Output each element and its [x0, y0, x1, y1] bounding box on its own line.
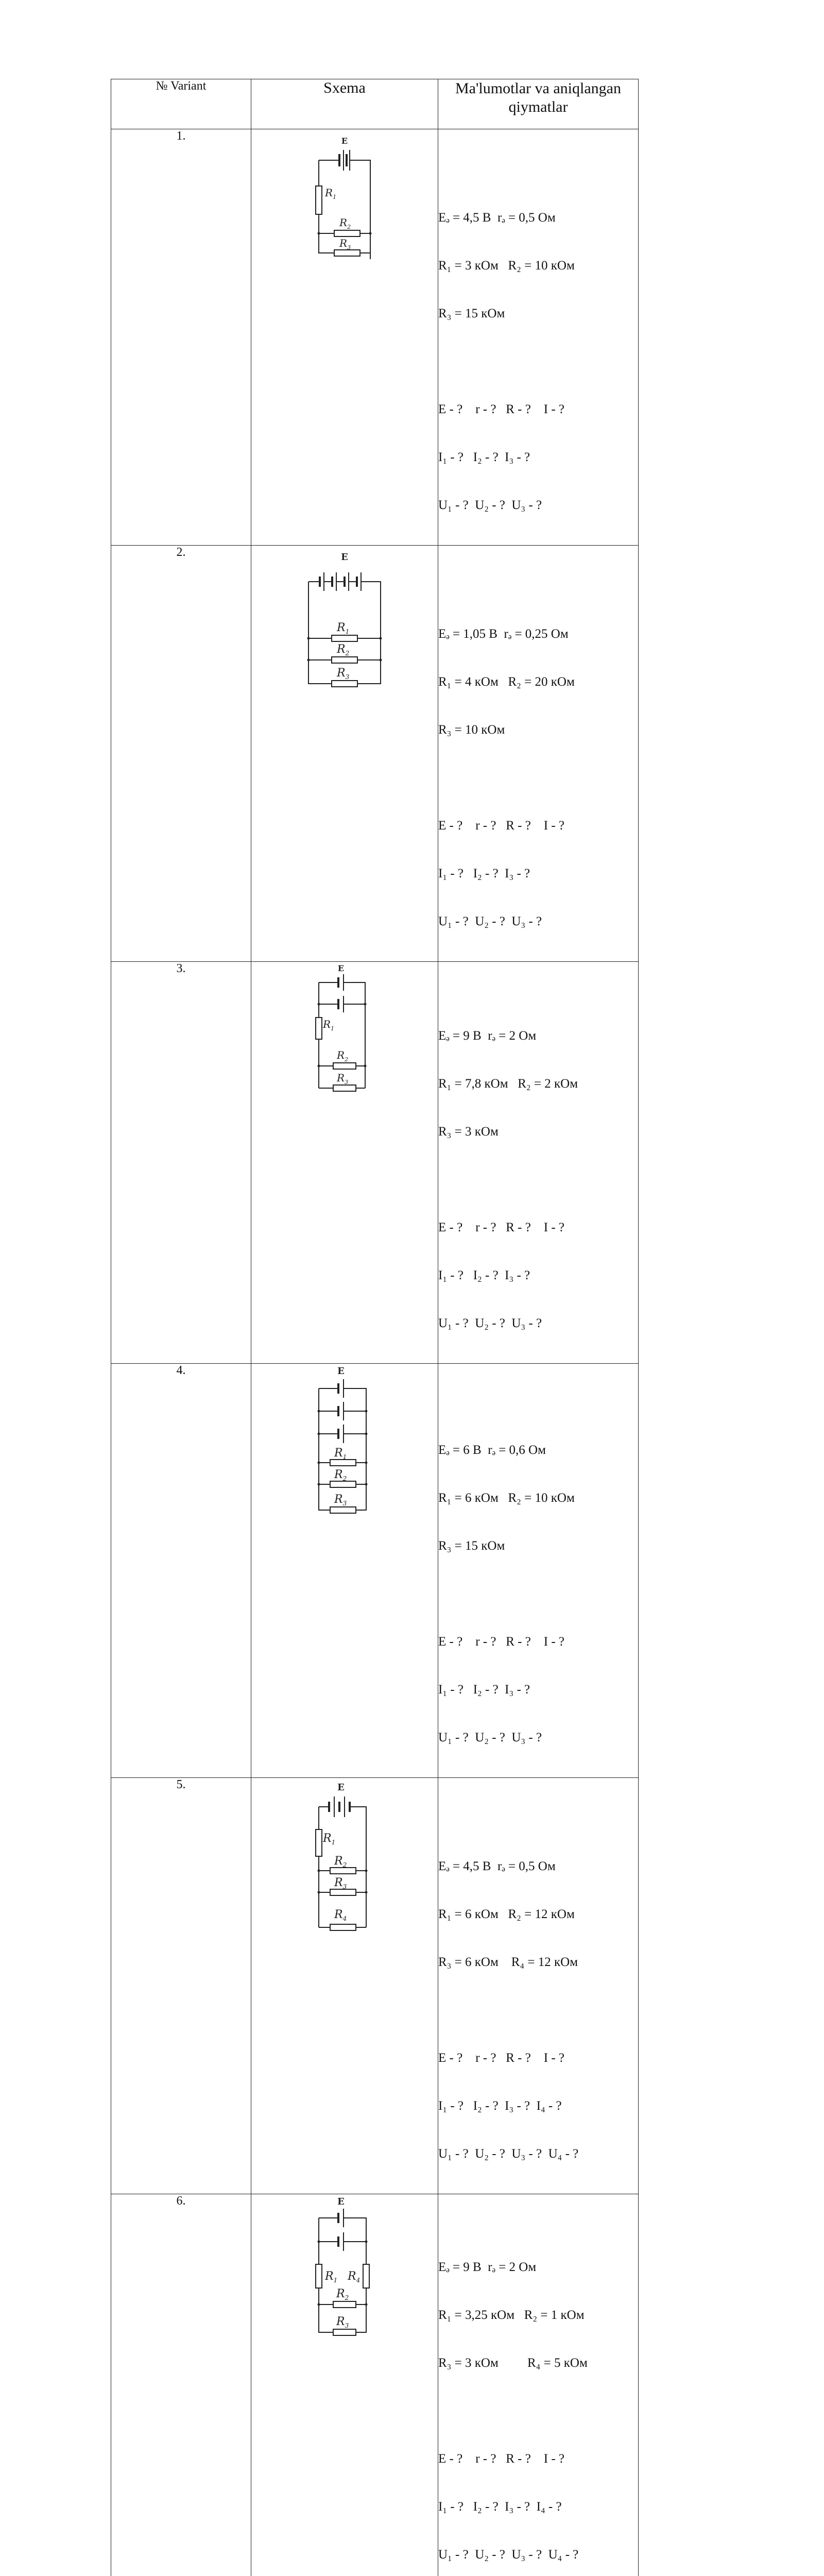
data-line: U₁ - ? U₂ - ? U₃ - ?: [438, 1315, 638, 1331]
resistor-label: $R_1$: [324, 187, 336, 200]
circuit-diagram: [251, 2194, 438, 2576]
data-line: Eₔ = 6 В rₔ = 0,6 Ом: [438, 1442, 638, 1458]
data-line: [438, 1586, 638, 1602]
task-data: [438, 1778, 639, 2194]
data-line: E - ? r - ? R - ? I - ?: [438, 818, 638, 834]
table-row: [111, 1364, 639, 1778]
variant-number: 4.: [111, 1364, 251, 1778]
task-data: [438, 546, 639, 962]
task-data: [438, 2194, 639, 2576]
data-line: Eₔ = 9 В rₔ = 2 Ом: [438, 1028, 638, 1044]
resistor-label: $R_3$: [336, 667, 350, 681]
circuit-4-svg: [308, 1364, 381, 1516]
resistor-label: $R_1$: [324, 2270, 337, 2284]
emf-label: E: [341, 136, 348, 146]
data-line: Eₔ = 1,05 В rₔ = 0,25 Ом: [438, 626, 638, 642]
data-line: R₁ = 7,8 кОм R₂ = 2 кОм: [438, 1076, 638, 1092]
data-line: U₁ - ? U₂ - ? U₃ - ? U₄ - ?: [438, 2547, 638, 2563]
variant-number: 5.: [111, 1778, 251, 2194]
data-line: R₃ = 3 кОм: [438, 1124, 638, 1140]
emf-label: E: [341, 552, 348, 563]
data-line: U₁ - ? U₂ - ? U₃ - ?: [438, 497, 638, 513]
resistor-label: $R_1$: [334, 1447, 347, 1461]
data-line: U₁ - ? U₂ - ? U₃ - ?: [438, 913, 638, 929]
data-line: R₃ = 3 кОм R₄ = 5 кОм: [438, 2355, 638, 2371]
header-sxema: Sxema: [251, 79, 438, 129]
resistor-label: $R_2$: [336, 643, 349, 657]
data-line: [438, 353, 638, 369]
resistor-label: $R_2$: [334, 1855, 347, 1869]
resistor-label: $R_2$: [336, 1049, 348, 1063]
data-line: R₁ = 6 кОм R₂ = 10 кОм: [438, 1490, 638, 1506]
data-line: I₁ - ? I₂ - ? I₃ - ?: [438, 1682, 638, 1698]
table-header-row: [111, 79, 639, 129]
data-line: E - ? r - ? R - ? I - ?: [438, 2451, 638, 2467]
table-row: [111, 962, 639, 1364]
emf-label: E: [337, 2196, 345, 2207]
data-line: R₁ = 6 кОм R₂ = 12 кОм: [438, 1906, 638, 1922]
data-line: I₁ - ? I₂ - ? I₃ - ? I₄ - ?: [438, 2098, 638, 2114]
data-line: E - ? r - ? R - ? I - ?: [438, 2050, 638, 2066]
resistor-label: $R_3$: [336, 2315, 349, 2329]
circuit-diagram: [251, 546, 438, 962]
resistor-label: $R_2$: [334, 1468, 347, 1482]
circuit-5-svg: [308, 1778, 381, 1930]
data-line: E - ? r - ? R - ? I - ?: [438, 1219, 638, 1235]
header-data: Ma'lumotlar va aniqlangan qiymatlar: [438, 79, 639, 129]
circuit-1-svg: [303, 129, 386, 253]
data-line: E - ? r - ? R - ? I - ?: [438, 1634, 638, 1650]
data-line: R₃ = 10 кОм: [438, 722, 638, 738]
data-line: R₃ = 15 кОм: [438, 306, 638, 321]
task-data: [438, 962, 639, 1364]
data-line: I₁ - ? I₂ - ? I₃ - ? I₄ - ?: [438, 2499, 638, 2515]
resistor-label: $R_2$: [339, 216, 351, 230]
table-row: [111, 2194, 639, 2576]
resistor-label: $R_3$: [339, 237, 351, 251]
data-line: Eₔ = 9 В rₔ = 2 Ом: [438, 2259, 638, 2275]
header-variant: № Variant: [111, 79, 251, 129]
data-line: [438, 2002, 638, 2018]
circuit-6-svg: [308, 2194, 381, 2338]
data-line: I₁ - ? I₂ - ? I₃ - ?: [438, 449, 638, 465]
data-line: Eₔ = 4,5 В rₔ = 0,5 Ом: [438, 1858, 638, 1874]
variant-number: 3.: [111, 962, 251, 1364]
data-line: I₁ - ? I₂ - ? I₃ - ?: [438, 866, 638, 882]
resistor-label: $R_2$: [336, 2287, 349, 2301]
data-line: [438, 1172, 638, 1188]
data-line: [438, 2403, 638, 2419]
resistor-label: $R_3$: [334, 1493, 347, 1507]
data-line: R₁ = 3 кОм R₂ = 10 кОм: [438, 258, 638, 274]
table-row: [111, 546, 639, 962]
data-line: R₁ = 4 кОм R₂ = 20 кОм: [438, 674, 638, 690]
variant-number: 1.: [111, 129, 251, 546]
circuit-2-svg: [298, 546, 391, 690]
data-line: [438, 770, 638, 786]
emf-label: E: [337, 1366, 345, 1377]
resistor-label: $R_4$: [334, 1908, 347, 1922]
data-line: R₁ = 3,25 кОм R₂ = 1 кОм: [438, 2307, 638, 2323]
table-row: [111, 1778, 639, 2194]
variants-table: [111, 79, 639, 2576]
resistor-label: $R_1$: [322, 1018, 334, 1032]
resistor-label: $R_3$: [336, 1072, 348, 1086]
task-data: [438, 1364, 639, 1778]
circuit-diagram: [251, 129, 438, 546]
data-line: Eₔ = 4,5 В rₔ = 0,5 Ом: [438, 210, 638, 226]
circuit-diagram: [251, 1364, 438, 1778]
data-line: R₃ = 6 кОм R₄ = 12 кОм: [438, 1954, 638, 1970]
data-line: E - ? r - ? R - ? I - ?: [438, 401, 638, 417]
circuit-diagram: [251, 962, 438, 1364]
variant-number: 2.: [111, 546, 251, 962]
data-line: I₁ - ? I₂ - ? I₃ - ?: [438, 1267, 638, 1283]
table-row: [111, 129, 639, 546]
resistor-label: $R_1$: [322, 1832, 335, 1846]
circuit-diagram: [251, 1778, 438, 2194]
resistor-label: $R_3$: [334, 1876, 347, 1890]
circuit-3-svg: [308, 962, 381, 1095]
data-line: R₃ = 15 кОм: [438, 1538, 638, 1554]
emf-label: E: [338, 963, 344, 973]
emf-label: E: [337, 1782, 345, 1793]
resistor-label: $R_4$: [347, 2270, 360, 2284]
resistor-label: $R_1$: [336, 621, 349, 635]
data-line: U₁ - ? U₂ - ? U₃ - ? U₄ - ?: [438, 2146, 638, 2162]
variant-number: 6.: [111, 2194, 251, 2576]
data-line: U₁ - ? U₂ - ? U₃ - ?: [438, 1730, 638, 1745]
task-data: [438, 129, 639, 546]
